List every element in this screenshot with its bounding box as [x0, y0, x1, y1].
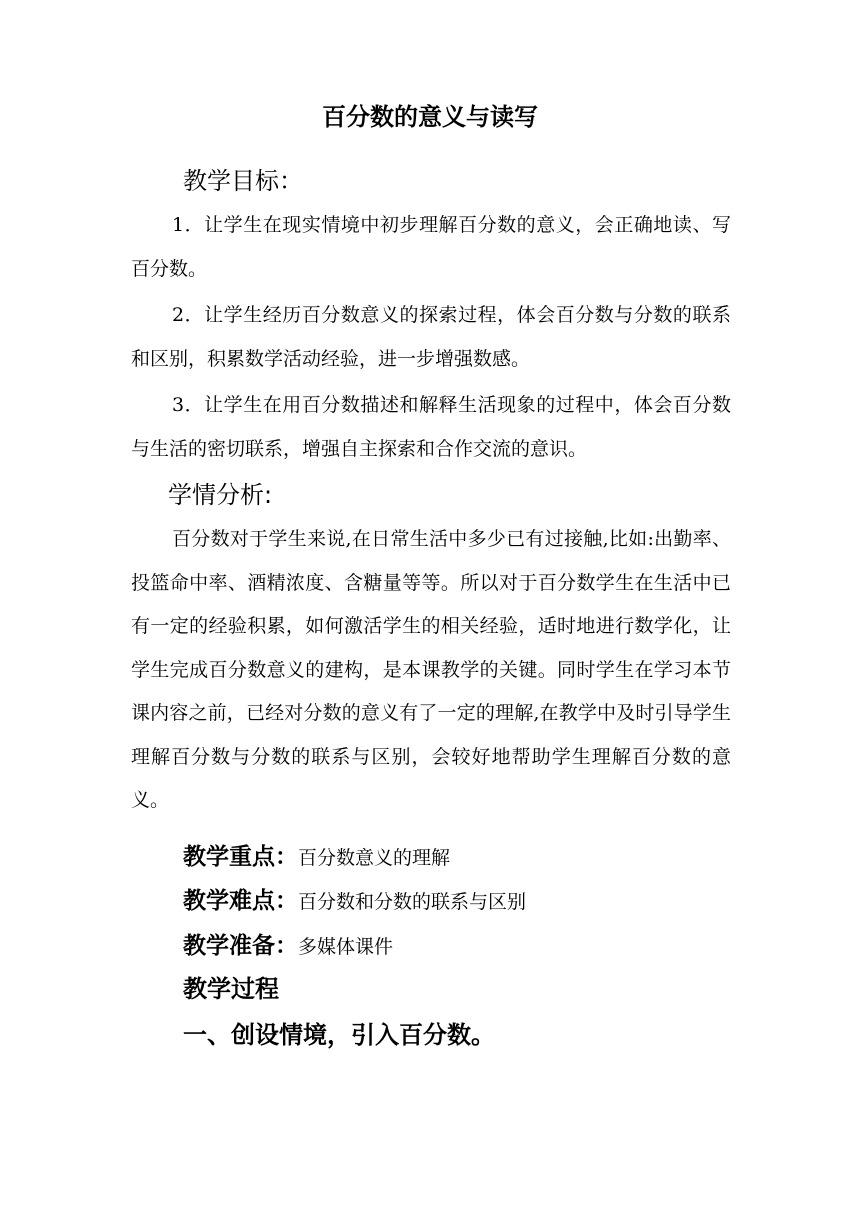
preparation-value: 多媒体课件 [298, 936, 394, 958]
key-point-label: 教学重点： [183, 844, 298, 870]
document-title: 百分数的意义与读写 [322, 103, 538, 131]
objective-item-3: 3．让学生在用百分数描述和解释生活现象的过程中，体会百分数与生活的密切联系，增强自主探索和合作交流的意识。 [131, 394, 731, 460]
process-heading: 教学过程 [183, 975, 279, 1003]
objective-item-1: 1．让学生在现实情境中初步理解百分数的意义，会正确地读、写百分数。 [131, 214, 731, 280]
preparation-row [183, 929, 393, 965]
difficulty-label: 教学难点： [183, 888, 298, 914]
key-point-row [183, 840, 450, 876]
analysis-paragraph: 百分数对于学生来说,在日常生活中多少已有过接触,比如:出勤率、投篮命中率、酒精浓度、含糖量等等。所以对于百分数学生在生活中已有一定的经验积累，如何激活学生的相关经验，适时地进行数学化，让学生完成百分数意义的建构，是本课教学的关键。同时学生在学习本节课内容之前，已经对分数的意义有了一定的理解,在教学中及时引导学生理解百分数与分数的联系与区别，会较好地帮助学生理解百分数的意义。 [131, 528, 731, 811]
section-one-heading: 一、创设情境，引入百分数。 [183, 1021, 495, 1049]
analysis-heading: 学情分析: [168, 481, 273, 509]
key-point-value: 百分数意义的理解 [298, 847, 451, 869]
objectives-heading: 教学目标： [183, 167, 303, 195]
objective-item-2: 2．让学生经历百分数意义的探索过程，体会百分数与分数的联系和区别，积累数学活动经验，进一步增强数感。 [131, 304, 731, 370]
preparation-label: 教学准备： [183, 933, 298, 959]
difficulty-row [183, 884, 526, 920]
difficulty-value: 百分数和分数的联系与区别 [298, 891, 527, 913]
